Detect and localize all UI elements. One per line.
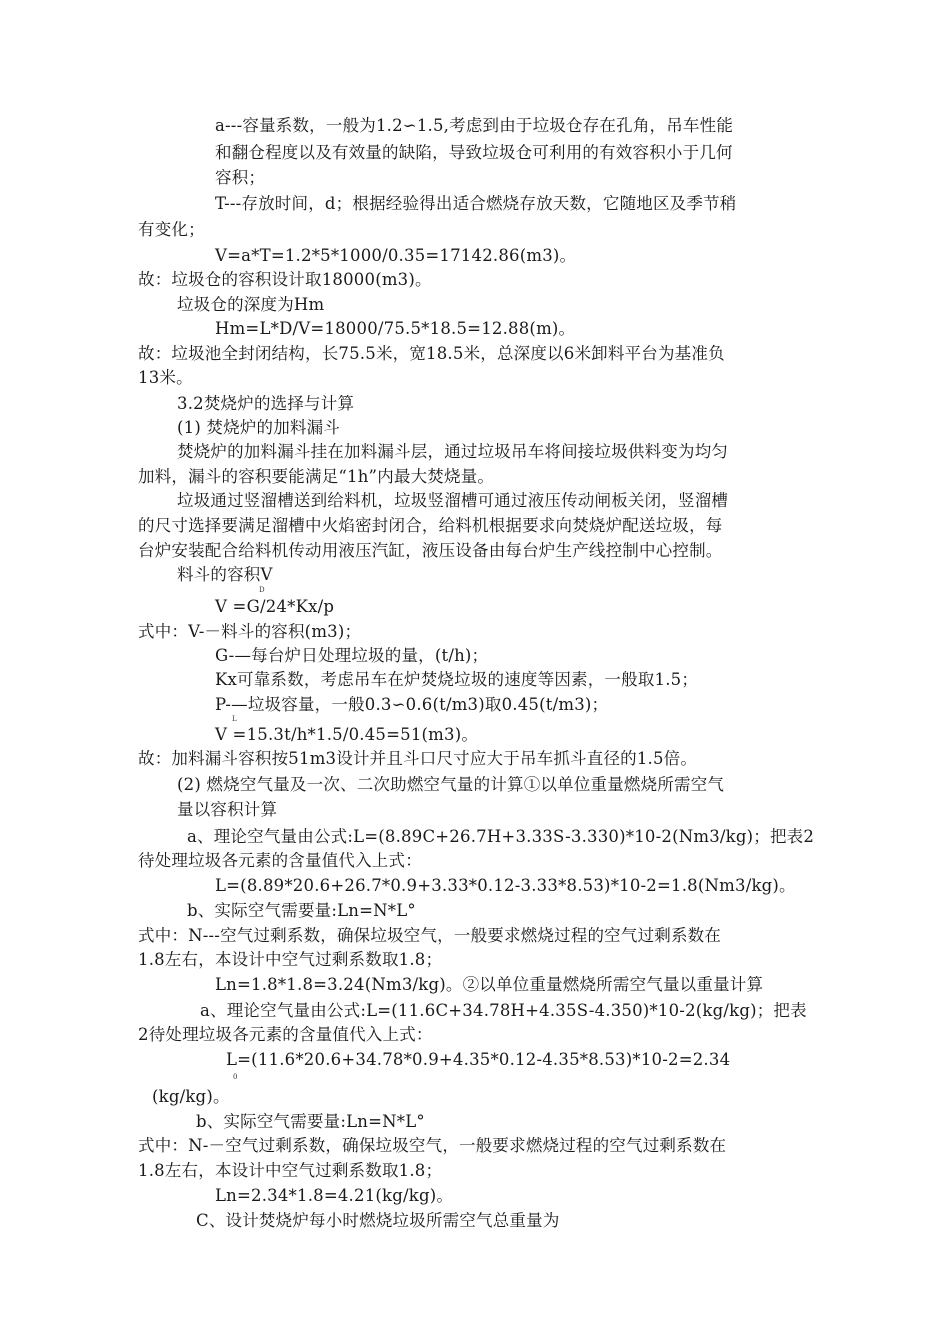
text-line: 垃圾通过竖溜槽送到给料机，垃圾竖溜槽可通过液压传动闸板关闭，竖溜槽 (177, 491, 729, 510)
text-line: 台炉安装配合给料机传动用液压汽缸，液压设备由每台炉生产线控制中心控制。 (138, 541, 723, 560)
subscript-mark: D (259, 586, 265, 594)
text-line: b、实际空气需要量:Ln=N*L° (187, 901, 416, 920)
formula-line: L=(8.89*20.6+26.7*0.9+3.33*0.12-3.33*8.53)*10-2=1.8(Nm3/kg)。 (215, 876, 796, 895)
text-line: 故：垃圾池全封闭结构，长75.5米，宽18.5米，总深度以6米卸料平台为基准负 (138, 344, 725, 363)
formula-line: V =G/24*Kx/p (215, 597, 335, 616)
text-line: 料斗的容积V (177, 565, 273, 584)
text-line: Kx可靠系数，考虑吊车在炉焚烧垃圾的速度等因素，一般取1.5； (215, 670, 699, 689)
subscript-mark: L (232, 715, 237, 723)
text-line: 和翻仓程度以及有效量的缺陷，导致垃圾仓可利用的有效容积小于几何 (215, 143, 733, 162)
section-heading: 3.2焚烧炉的选择与计算 (177, 394, 355, 413)
text-line: T---存放时间，d；根据经验得出适合燃烧存放天数，它随地区及季节稍 (215, 194, 737, 213)
text-line: 的尺寸选择要满足溜槽中火焰密封闭合，给料机根据要求向焚烧炉配送垃圾，每 (138, 516, 723, 535)
subscript-mark: 0 (233, 1073, 238, 1081)
subsection-heading: (1) 焚烧炉的加料漏斗 (177, 418, 341, 437)
text-line: G-—每台炉日处理垃圾的量，(t/h)； (215, 646, 489, 665)
text-line: a、理论空气量由公式:L=(11.6C+34.78H+4.35S-4.350)*10-2(kg/kg)；把表 (200, 1001, 807, 1020)
text-line: 13米。 (138, 368, 193, 387)
text-line: a---容量系数，一般为1.2∽1.5,考虑到由于垃圾仓存在孔角，吊车性能 (215, 116, 734, 135)
text-line: 式中：N-－空气过剩系数，确保垃圾空气，一般要求燃烧过程的空气过剩系数在 (138, 1136, 727, 1155)
text-line: 1.8左右，本设计中空气过剩系数取1.8； (138, 1161, 443, 1180)
formula-line: V =15.3t/h*1.5/0.45=51(m3)。 (215, 725, 479, 744)
text-line: 故：加料漏斗容积按51m3设计并且斗口尺寸应大于吊车抓斗直径的1.5倍。 (138, 749, 698, 768)
text-line: 垃圾仓的深度为Hm (177, 295, 325, 314)
text-line: Hm=L*D/V=18000/75.5*18.5=12.88(m)。 (215, 319, 576, 338)
text-line: 焚烧炉的加料漏斗挂在加料漏斗层，通过垃圾吊车将间接垃圾供料变为均匀 (177, 442, 729, 461)
text-line: 2待处理垃圾各元素的含量值代入上式： (138, 1025, 433, 1044)
text-line: 故：垃圾仓的容积设计取18000(m3)。 (138, 270, 432, 289)
text-line: 量以容积计算 (177, 800, 278, 819)
subsection-heading: (2) 燃烧空气量及一次、二次助燃空气量的计算①以单位重量燃烧所需空气 (177, 775, 725, 794)
text-line: C、设计焚烧炉每小时燃烧垃圾所需空气总重量为 (196, 1211, 560, 1230)
formula-line: Ln=2.34*1.8=4.21(kg/kg)。 (215, 1186, 454, 1205)
text-line: P-—垃圾容量，一般0.3∽0.6(t/m3)取0.45(t/m3)； (215, 695, 609, 714)
text-line: a、理论空气量由公式:L=(8.89C+26.7H+3.33S-3.330)*10-2(Nm3/kg)；把表2 (187, 827, 815, 846)
text-line: 式中：N---空气过剩系数，确保垃圾空气，一般要求燃烧过程的空气过剩系数在 (138, 926, 722, 945)
text-line: Ln=1.8*1.8=3.24(Nm3/kg)。②以单位重量燃烧所需空气量以重量计算 (215, 975, 764, 994)
text-line: 式中：V-－料斗的容积(m3)； (138, 622, 362, 641)
text-line: (kg/kg)。 (152, 1087, 230, 1106)
formula-line: L=(11.6*20.6+34.78*0.9+4.35*0.12-4.35*8.53)*10-2=2.34 (226, 1050, 731, 1069)
text-line: 1.8左右，本设计中空气过剩系数取1.8； (138, 950, 443, 969)
text-line: 容积； (215, 168, 266, 187)
text-line: b、实际空气需要量:Ln=N*L° (196, 1112, 425, 1131)
text-line: 待处理垃圾各元素的含量值代入上式： (138, 851, 422, 870)
text-line: V=a*T=1.2*5*1000/0.35=17142.86(m3)。 (215, 246, 577, 265)
text-line: 加料，漏斗的容积要能满足“1h”内最大焚烧量。 (138, 467, 495, 486)
text-line: 有变化； (138, 220, 205, 239)
